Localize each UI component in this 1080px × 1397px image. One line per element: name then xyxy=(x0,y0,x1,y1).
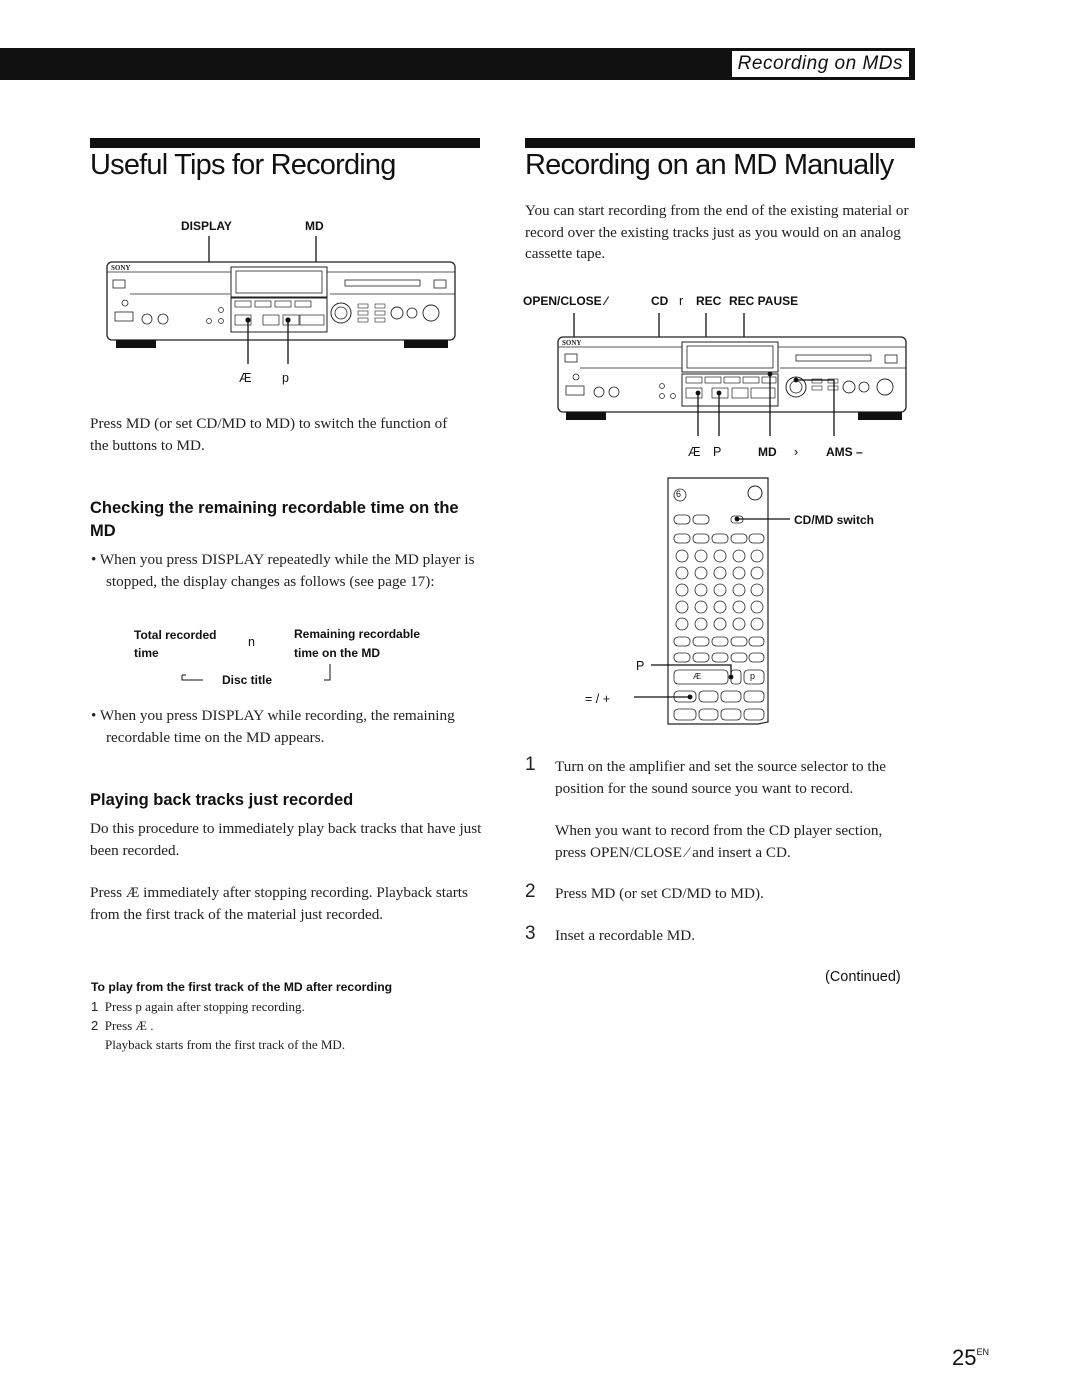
step-1-text: Press p again after stopping recording. xyxy=(104,999,305,1014)
label-remote-pause: P xyxy=(636,659,645,673)
flow-total-recorded-time: time xyxy=(134,646,159,660)
play-back-intro: Do this procedure to immediately play back tracks that have just been recorded. xyxy=(90,820,482,859)
bullet-display-recording-text: When you press DISPLAY while recording, the remaining recordable time on the MD appears. xyxy=(99,707,455,746)
label-next-arrow: › xyxy=(794,445,799,459)
label-md: MD xyxy=(305,219,324,233)
svg-text:SONY: SONY xyxy=(111,264,131,272)
flow-arrow: n xyxy=(248,635,255,649)
left-intro-text: Press MD (or set CD/MD to MD) to switch the function of the buttons to MD. xyxy=(90,415,448,454)
label-open-close: OPEN/CLOSE ⁄ xyxy=(523,294,608,308)
page-number-suffix: EN xyxy=(976,1347,989,1357)
label-cd: CD xyxy=(651,294,669,308)
label-rec-pause: REC PAUSE xyxy=(729,294,799,308)
right-step-1-text: Turn on the amplifier and set the source selector to the position for the sound source you want to record. xyxy=(555,758,886,797)
continued-label: (Continued) xyxy=(825,969,901,985)
heading-remaining-time: Checking the remaining recordable time on the MD xyxy=(90,499,459,540)
left-page-title: Useful Tips for Recording xyxy=(90,149,396,181)
bullet-display-recording: • When you press DISPLAY while recording, the remaining recordable time on the MD appears. xyxy=(91,707,455,746)
heading-play-back: Playing back tracks just recorded xyxy=(90,791,354,809)
step-1-number: 1 xyxy=(91,999,99,1014)
right-step-2-text: Press MD (or set CD/MD to MD). xyxy=(555,885,764,902)
right-step-3-number: 3 xyxy=(525,923,536,944)
right-step-3-text: Inset a recordable MD. xyxy=(555,927,696,944)
flow-total-recorded: Total recorded xyxy=(134,628,217,642)
play-back-instructions: Press Æ immediately after stopping recording. Playback starts from the first track of the material just recorded. xyxy=(90,884,468,923)
step-2-text: Press Æ . xyxy=(104,1018,154,1033)
remote-key-pause: p xyxy=(750,671,756,681)
step-note: Playback starts from the first track of the MD. xyxy=(105,1037,346,1052)
label-r: r xyxy=(679,294,684,308)
right-step-1-number: 1 xyxy=(525,754,536,775)
right-page-title: Recording on an MD Manually xyxy=(525,149,894,181)
step-2-number: 2 xyxy=(91,1018,99,1033)
right-step-1-note: When you want to record from the CD player section, press OPEN/CLOSE ⁄ and insert a CD. xyxy=(555,822,883,861)
label-pause-symbol-2: P xyxy=(713,445,722,459)
flow-remaining-md: time on the MD xyxy=(294,646,380,660)
page-number-value: 25 xyxy=(952,1345,977,1370)
label-display: DISPLAY xyxy=(181,219,232,233)
label-md-2: MD xyxy=(758,445,777,459)
page-number xyxy=(952,1345,989,1371)
flow-remaining: Remaining recordable xyxy=(294,627,421,641)
label-pause-symbol: p xyxy=(282,371,289,385)
label-remote-skip: = / + xyxy=(585,692,611,706)
flow-disc-title: Disc title xyxy=(222,673,273,687)
label-play-symbol: Æ xyxy=(239,371,252,385)
bullet-display-stopped: • When you press DISPLAY repeatedly while the MD player is stopped, the display changes as follows (see page 17): xyxy=(91,551,475,590)
label-play-symbol-2: Æ xyxy=(688,445,701,459)
bullet-display-stopped-text: When you press DISPLAY repeatedly while the MD player is stopped, the display changes as follows (see page 17): xyxy=(99,551,475,590)
section-tab-label: Recording on MDs xyxy=(737,53,903,74)
remote-key-play: Æ xyxy=(693,672,701,681)
label-ams: AMS – xyxy=(826,445,863,459)
label-cd-md-switch: CD/MD switch xyxy=(794,513,875,527)
label-rec: REC xyxy=(696,294,722,308)
right-intro-text: You can start recording from the end of the existing material or record over the existing tracks just as you would on an analog cassette tape. xyxy=(525,202,909,262)
subheading-first-track: To play from the first track of the MD after recording xyxy=(91,980,393,994)
right-step-2-number: 2 xyxy=(525,881,536,902)
svg-text:SONY: SONY xyxy=(562,339,582,347)
remote-key-6: 6 xyxy=(676,489,682,499)
